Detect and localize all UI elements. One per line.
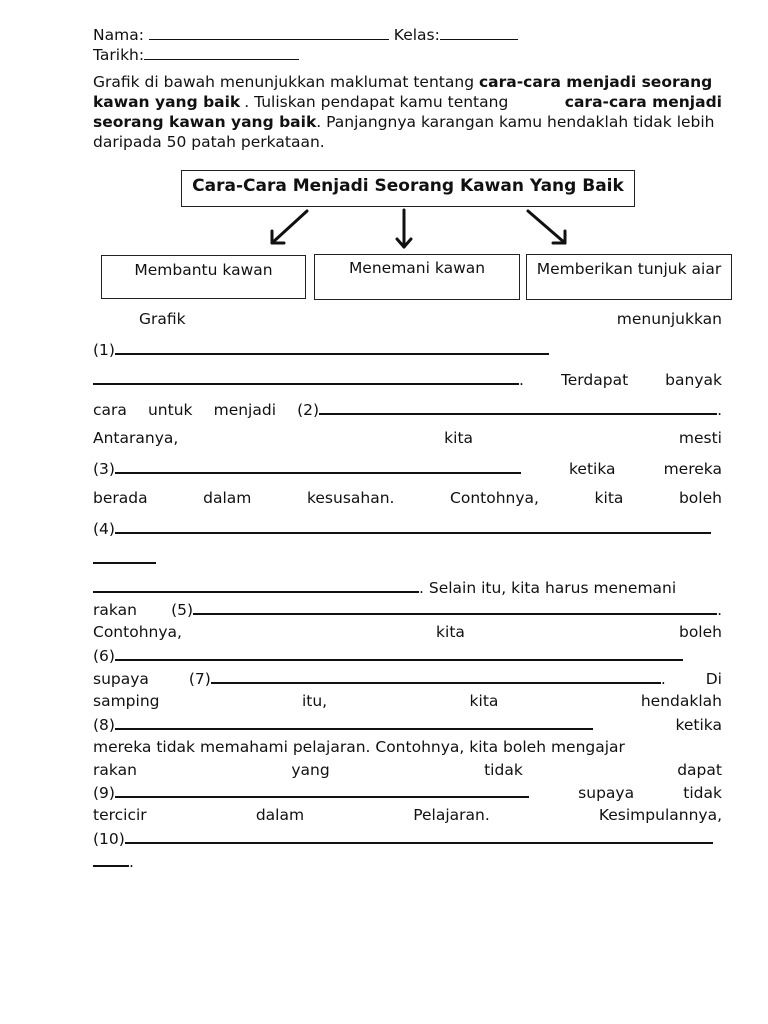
blank-number: (6) [93, 647, 115, 665]
blank-number: (8) [93, 716, 115, 734]
blank-number: (3) [93, 460, 115, 478]
essay-line-18: rakan yang tidak dapat [93, 761, 722, 779]
instruction-text: Grafik di bawah menunjukkan maklumat tentang cara-cara menjadi seorang [93, 73, 713, 91]
essay-line-17: mereka tidak memahami pelajaran. Contohnya, kita boleh mengajar [93, 738, 625, 756]
essay-line-16: (8) ketika [93, 713, 722, 735]
diagram-box-label: Memberikan tunjuk aiar [536, 260, 722, 278]
header-row-2 [93, 44, 722, 66]
answer-blank-9[interactable] [115, 781, 529, 798]
answer-blank-4[interactable] [115, 517, 711, 534]
arrow-left-icon [272, 211, 307, 243]
diagram-box-1 [101, 255, 306, 299]
answer-blank-10[interactable] [125, 827, 713, 844]
essay-line-20: tercicir dalam Pelajaran. Kesimpulannya, [93, 806, 722, 824]
essay-line-11: rakan (5) . [93, 598, 722, 620]
answer-blank-3[interactable] [115, 457, 521, 474]
essay-line-21 [93, 827, 722, 849]
blank-number: (10) [93, 830, 125, 848]
essay-line-22: . [93, 850, 722, 872]
header-row-1 [93, 24, 722, 46]
essay-line-14: supaya (7) . Di [93, 667, 722, 689]
essay-line-12: Contohnya, kita boleh [93, 623, 722, 641]
blank-number: (4) [93, 520, 115, 538]
instruction-line-2 [93, 91, 722, 113]
name-field[interactable] [149, 24, 389, 40]
answer-blank-5[interactable] [193, 598, 717, 615]
essay-line-6: (3) ketika mereka [93, 457, 722, 479]
date-field[interactable] [144, 44, 299, 60]
essay-line-13 [93, 644, 722, 666]
answer-blank-8[interactable] [115, 713, 593, 730]
instruction-text: . Panjangnya karangan kamu hendaklah tidak lebih [316, 113, 715, 131]
answer-blank-10b[interactable] [93, 850, 129, 867]
essay-line-10: . Selain itu, kita harus menemani [93, 576, 722, 598]
answer-blank-1[interactable] [115, 338, 549, 355]
name-label: Nama: [93, 26, 144, 44]
date-label: Tarikh: [93, 46, 145, 64]
class-label: Kelas: [393, 26, 440, 44]
essay-line-9 [93, 547, 722, 569]
essay-line-3: . Terdapat banyak [93, 368, 722, 390]
instruction-bold: kawan yang baik [93, 93, 241, 111]
answer-blank-7[interactable] [211, 667, 661, 684]
essay-line-7: berada dalam kesusahan. Contohnya, kita boleh [93, 489, 722, 507]
blank-number: (9) [93, 784, 115, 802]
answer-blank-4c[interactable] [93, 576, 419, 593]
blank-number: (5) [171, 601, 194, 619]
class-field[interactable] [440, 24, 518, 40]
instruction-line-1 [93, 71, 722, 93]
arrow-down-icon [397, 210, 411, 247]
essay-line-5: Antaranya, kita mesti [93, 429, 722, 447]
answer-blank-4b[interactable] [93, 547, 156, 564]
essay-line-2 [93, 338, 722, 360]
diagram-box-label: Membantu kawan [134, 261, 273, 279]
diagram-box-label: Menemani kawan [348, 259, 486, 277]
answer-blank-6[interactable] [115, 644, 683, 661]
diagram-box-3 [526, 254, 732, 300]
diagram-box-2 [314, 254, 520, 300]
instruction-line-3 [93, 111, 722, 133]
essay-line-1: Grafik menunjukkan [139, 310, 722, 328]
instruction-line-4 [93, 131, 722, 153]
essay-line-15: samping itu, kita hendaklah [93, 692, 722, 710]
essay-line-8 [93, 517, 722, 539]
answer-blank-2[interactable] [319, 398, 717, 415]
instruction-bold: seorang kawan yang baik [93, 113, 317, 131]
essay-line-19: (9) supaya tidak [93, 781, 722, 803]
instruction-text: daripada 50 patah perkataan. [93, 133, 325, 151]
blank-number: (7) [188, 670, 211, 688]
diagram-title-box [181, 170, 635, 207]
arrow-right-icon [528, 211, 565, 243]
blank-number: (2) [297, 401, 320, 419]
blank-number: (1) [93, 341, 115, 359]
instruction-text: . Tuliskan pendapat kamu tentang cara-cara menjadi [244, 93, 722, 111]
diagram-title: Cara-Cara Menjadi Seorang Kawan Yang Baik [192, 176, 624, 196]
essay-line-4: cara untuk menjadi (2) . [93, 398, 722, 420]
answer-blank-1b[interactable] [93, 368, 519, 385]
